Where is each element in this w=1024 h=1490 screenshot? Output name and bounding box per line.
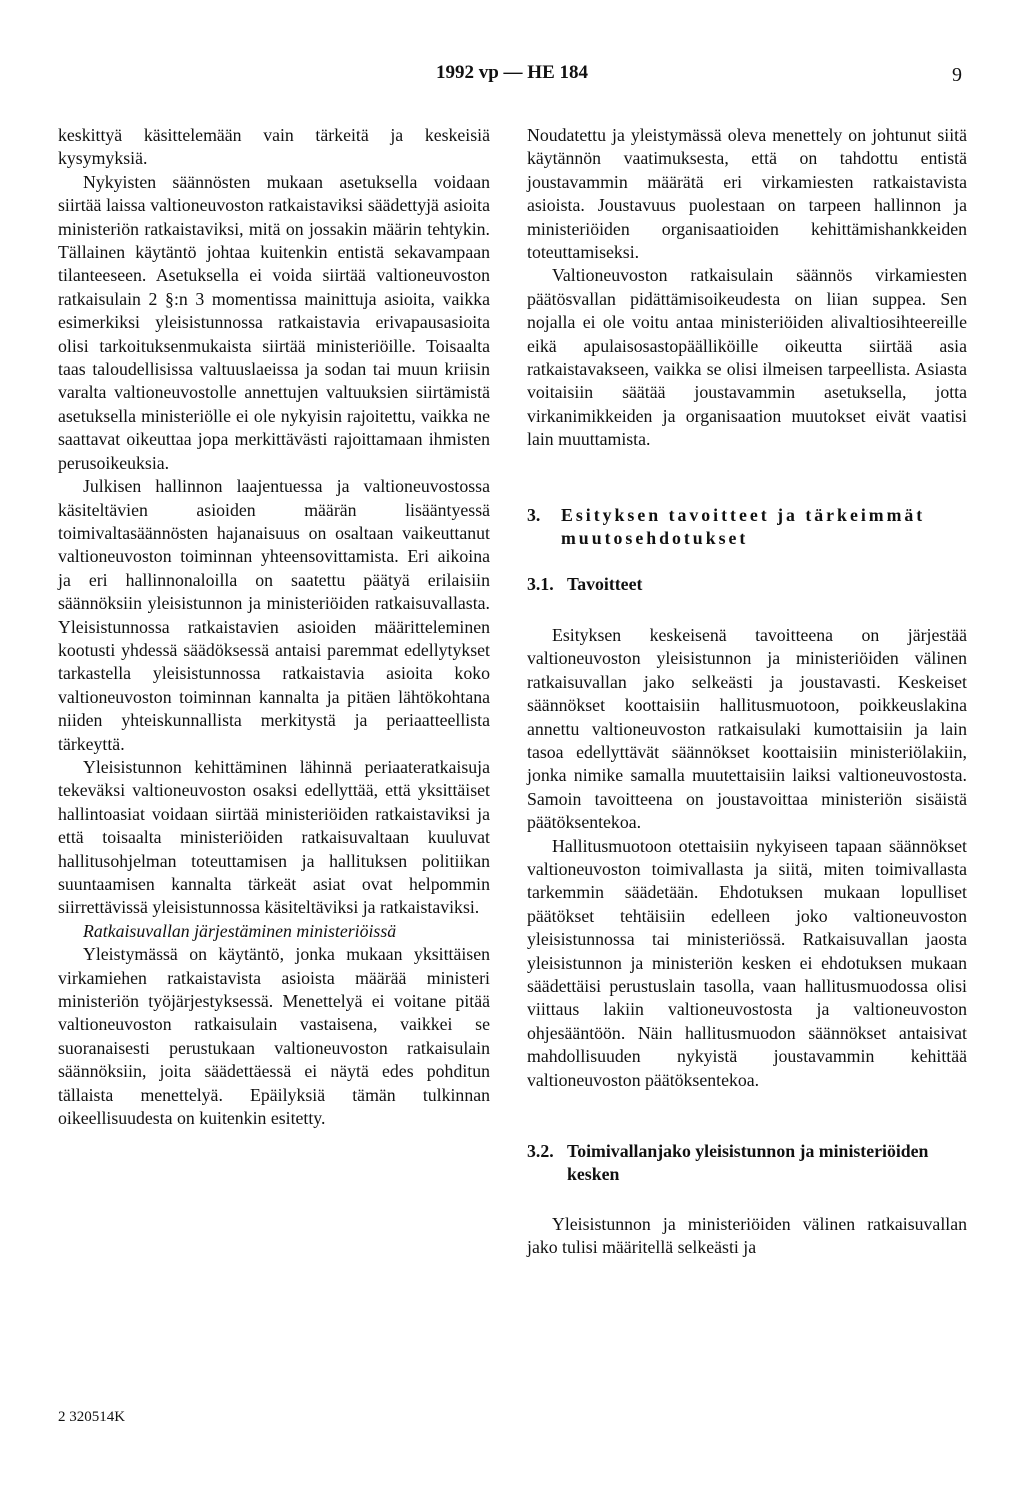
paragraph: Nykyisten säännösten mukaan asetuksella voidaan siirtää laissa valtioneuvoston ratkaistaviksi säädettyjä asioita ministeriön ratkaistaviksi, mitä on jossakin määrin tehtykin. Tällainen käytäntö johtaa kuitenkin entistä sekavampaan tilanteeseen. Asetuksella ei voida siirtää valtioneuvoston ratkaisulain 2 §:n 3 momentissa mainittuja asioita, vaikka esimerkiksi yleisistunnossa ratkaistavia erivapausasioita olisi tarkoituksenmukaista siirtää ministeriöille. Toisaalta taas taloudellisissa valtuuslaeissa ja sodan tai muun kriisin varalta valtioneuvostolle annettujen valtuuksien siirtämistä asetuksella ministeriölle ei ole nykyisin rajoitettu, vaikka ne saattavat oikeuttaa jopa merkittävästi rajoittamaan ihmisten perusoikeuksia. (58, 171, 490, 473)
left-column (58, 124, 490, 1130)
paragraph: Esityksen keskeisenä tavoitteena on järjestää valtioneuvoston yleisistunnon ja ministeriöiden välinen ratkaisuvallan jako selkeästi ja joustavasti. Keskeiset säännökset koottaisiin hallitusmuotoon, poikkeuslakina annettu valtioneuvoston ratkaisulaki kumottaisiin ja lain tasoa edellyttävät säännökset koottaisiin ministeriölakiin, jonka nimike samalla muutettaisiin laiksi valtioneuvostosta. Samoin tavoitteena on joustavoittaa ministeriön sisäistä päätöksentekoa. (527, 624, 967, 833)
page-number: 9 (952, 64, 962, 86)
print-code: 2 320514K (58, 1409, 126, 1425)
running-head: 1992 vp — HE 184 (435, 62, 589, 83)
section-subheading: Ratkaisuvallan järjestäminen ministeriöissä (83, 920, 397, 941)
section-heading-3-2 (527, 1140, 967, 1187)
right-column (527, 124, 967, 1260)
section-heading-3-1 (527, 573, 967, 596)
paragraph: Valtioneuvoston ratkaisulain säännös virkamiesten päätösvallan pidättämisoikeudesta on liian suppea. Sen nojalla ei ole voitu antaa ministeriöiden alivaltiosihteereille eikä apulaisosastopäälliköille oikeutta siirtää asia ratkaistavakseen, vaikka se olisi ilmeisen tarpeellista. Asiasta voitaisiin säätää joustavammin asetuksella, jotta virkanimikkeiden ja organisaation muutokset eivät vaatisi lain muuttamista. (527, 265, 967, 450)
section-title: Toimivallanjako yleisistunnon ja ministeriöiden kesken (567, 1141, 929, 1185)
page-header (0, 62, 1024, 92)
paragraph: Hallitusmuotoon otettaisiin nykyiseen tapaan säännökset valtioneuvoston toimivallasta ja siitä, miten toimivallasta tarkemmin säädetään. Ehdotuksen mukaan lopulliset päätökset tehtäisiin edelleen joko valtioneuvoston yleisistunnossa tai ministeriössä. Ratkaisuvallan jaosta yleisistunnon ja ministeriön kesken ei ehdotuksen mukaan säädettäisi perustuslain tasolla, vaan hallitusmuodossa olisi viittaus lakiin valtioneuvostosta ja valtioneuvoston ohjesääntöön. Näin hallitusmuodon säännökset antaisivat mahdollisuuden nykyistä joustavammin kehittää valtioneuvoston päätöksentekoa. (527, 835, 967, 1090)
section-title: Esityksen tavoitteet ja tärkeimmät muutosehdotukset (561, 504, 926, 549)
paragraph: Noudatettu ja yleistymässä oleva menettely on johtunut siitä käytännön vaatimuksesta, että on tahdottu entistä joustavammin määrätä eri virkamiesten ratkaistavista asioista. Joustavuus puolestaan on tarpeen hallinnon ja ministeriöiden organisaatioiden kehittämishankkeiden toteuttamiseksi. (527, 125, 967, 263)
section-number: 3.1. (527, 573, 554, 594)
paragraph: Yleistymässä on käytäntö, jonka mukaan yksittäisen virkamiehen ratkaistavista asioista määrää ministeri ministeriön työjärjestyksessä. Menettelyä ei voitane pitää valtioneuvoston ratkaisulain vastaisena, vaikkei se suoranaisesti perustukaan valtioneuvoston ratkaisulain säännöksiin, joita säädettäessä ei näytä edes pohditun tällaista menettelyä. Epäilyksiä tämän tulkinnan oikeellisuudesta on kuitenkin esitetty. (58, 944, 490, 1129)
paragraph: Julkisen hallinnon laajentuessa ja valtioneuvostossa käsiteltävien asioiden määrän lisääntyessä toimivaltasäännösten hajanaisuus on osaltaan vaikeuttanut valtioneuvoston toiminnan yhteensovittamista. Eri aikoina ja eri hallinnonaloilla on saatettu päätyä erilaisiin säännöksiin yleisistunnon ja ministeriöiden ratkaisuvallasta. Yleisistunnossa ratkaistavien asioiden määritteleminen kootusti yhdessä säädöksessä antaisi paremmat edellytykset tarkastella yleisistunnossa ratkaistavia asioita koko valtioneuvoston toiminnan kannalta ja pitäen lähtökohtana niiden yhteiskunnallista merkitystä ja periaatteellista tärkeyttä. (58, 476, 490, 754)
paragraph: Yleisistunnon kehittäminen lähinnä periaateratkaisuja tekeväksi valtioneuvoston osaksi edellyttää, että yksittäiset hallintoasiat voidaan siirtää ministeriöiden ratkaistaviksi ja että toisaalta ministeriöiden ratkaisuvaltaan kuuluvat hallitusohjelman toteuttamisen ja hallituksen politiikan suuntaamisen kannalta tärkeät asiat ovat helpommin siirrettävissä yleisistunnossa käsiteltäviksi ja ratkaistaviksi. (58, 756, 490, 918)
paragraph: Yleisistunnon ja ministeriöiden välinen ratkaisuvallan jako tulisi määritellä selkeästi ja (527, 1213, 967, 1258)
section-heading-3 (527, 504, 967, 551)
section-title: Tavoitteet (567, 573, 643, 594)
paragraph: keskittyä käsittelemään vain tärkeitä ja keskeisiä kysymyksiä. (58, 125, 490, 169)
section-number: 3.2. (527, 1141, 554, 1162)
section-number: 3. (527, 504, 541, 525)
